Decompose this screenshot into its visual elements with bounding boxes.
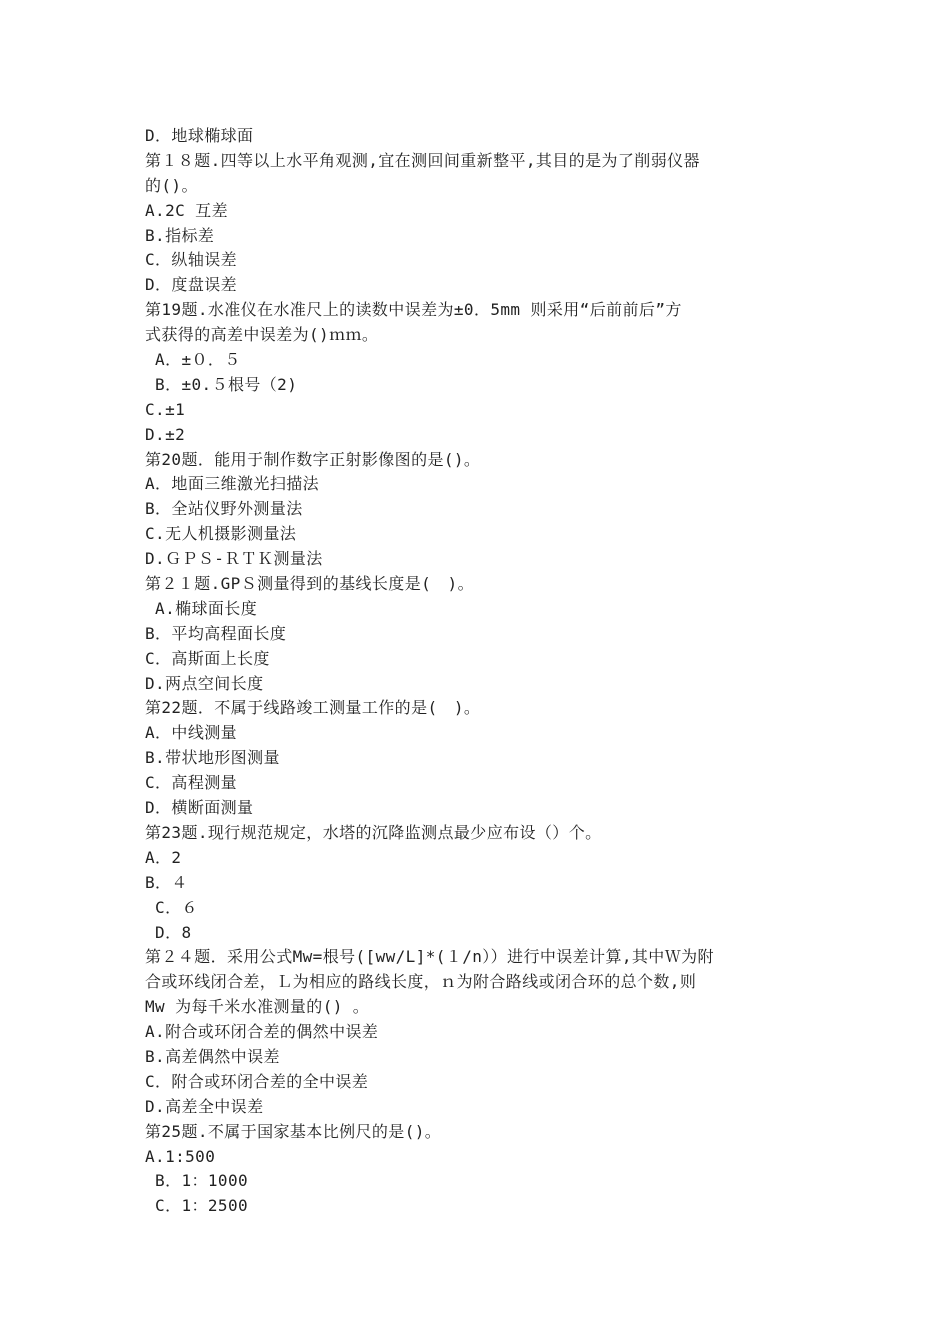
q23-option-c: C．６ [145,897,198,917]
q24-option-a: A.附合或环闭合差的偶然中误差 [145,1022,379,1042]
question-25-title: 第25题.不属于国家基本比例尺的是()。 [145,1121,442,1141]
q21-option-c: C．高斯面上长度 [145,648,270,668]
q18-option-b: B.指标差 [145,225,215,245]
q24-option-b: B.高差偶然中误差 [145,1046,280,1066]
q25-option-b: B．1：1000 [145,1171,249,1191]
question-21-title: 第２１题.GPＳ测量得到的基线长度是( )。 [145,574,474,594]
question-24-title-cont-1: 合或环线闭合差，Ｌ为相应的路线长度，ｎ为附合路线或闭合环的总个数,则 [145,972,697,992]
q18-option-c: C．纵轴误差 [145,250,238,270]
q19-option-d: D.±2 [145,424,186,444]
question-18-title-cont: 的()。 [145,175,198,195]
question-text-block [145,124,810,1219]
question-19-title: 第19题.水准仪在水准尺上的读数中误差为±0．5mm 则采用“后前前后”方 [145,300,682,320]
option-d-line: D．地球椭球面 [145,126,254,145]
q25-option-a: A.1:500 [145,1146,216,1166]
question-18-title: 第１８题.四等以上水平角观测,宜在测回间重新整平,其目的是为了削弱仪器 [145,150,700,170]
q21-option-b: B．平均高程面长度 [145,623,287,643]
question-22-title: 第22题．不属于线路竣工测量工作的是( )。 [145,698,481,718]
question-20-title: 第20题．能用于制作数字正射影像图的是()。 [145,449,481,469]
q19-option-c: C.±1 [145,399,186,419]
q24-option-d: D.高差全中误差 [145,1096,264,1116]
question-23-title: 第23题.现行规范规定，水塔的沉降监测点最少应布设（）个。 [145,822,602,842]
q20-option-d: D.ＧＰＳ-ＲＴＫ测量法 [145,549,323,569]
q23-option-a: A．2 [145,847,182,867]
q19-option-a: A．±０．５ [145,350,241,370]
q22-option-c: C．高程测量 [145,773,238,793]
q24-option-c: C．附合或环闭合差的全中误差 [145,1071,369,1091]
q25-option-c: C．1：2500 [145,1196,249,1216]
q20-option-a: A．地面三维激光扫描法 [145,474,320,494]
question-19-title-cont: 式获得的高差中误差为()ｍｍ。 [145,325,379,345]
q23-option-b: B．４ [145,872,188,892]
q20-option-b: B．全站仪野外测量法 [145,499,303,519]
q18-option-a: A.2C 互差 [145,200,228,220]
q18-option-d: D．度盘误差 [145,275,238,295]
q20-option-c: C.无人机摄影测量法 [145,524,297,544]
q19-option-b: B．±0.５根号（2) [145,374,298,394]
q21-option-d: D.两点空间长度 [145,673,264,693]
q23-option-d: D．8 [145,922,192,942]
q22-option-b: B.带状地形图测量 [145,748,280,768]
question-24-title-cont-2: Mw 为每千米水准测量的() 。 [145,997,370,1017]
q22-option-d: D．横断面测量 [145,798,254,818]
q22-option-a: A．中线测量 [145,723,238,743]
q21-option-a: A.椭球面长度 [145,598,258,618]
question-24-title: 第２４题．采用公式Mw=根号([ww/L]*(１/n））进行中误差计算,其中Ｗ为附 [145,947,714,967]
